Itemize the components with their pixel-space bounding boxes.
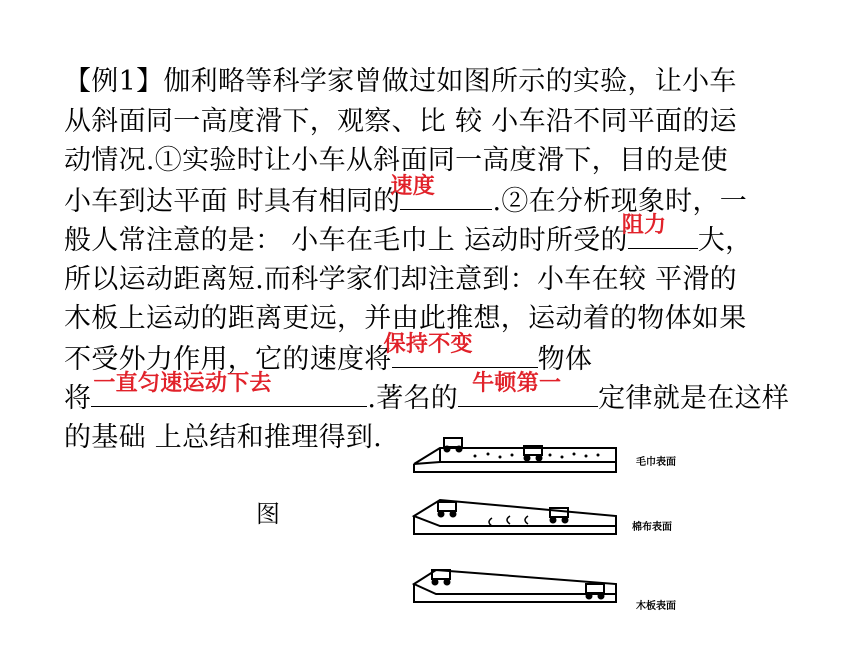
question-text: 大，	[697, 225, 753, 256]
answer-keep-constant: 保持不变	[383, 331, 473, 357]
cart-icon	[432, 570, 450, 585]
question-text: 不受外力作用，它的速度将	[64, 343, 392, 375]
answer-blank-uniform-motion	[91, 371, 367, 407]
answer-blank-newton	[458, 371, 598, 407]
question-text: 物体	[537, 343, 593, 375]
question-text: .著名的	[367, 383, 459, 414]
question-line-4	[64, 173, 844, 221]
question-line-7: 木板上运动的距离更远，并由此推想，运动着的物体如果	[64, 303, 747, 334]
cotton-ramp	[414, 500, 616, 534]
answer-blank-speed	[390, 173, 492, 210]
figure-caption: 图	[256, 500, 280, 528]
answer-uniform-motion: 一直匀速运动下去	[93, 371, 272, 396]
answer-speed: 速度	[390, 173, 436, 199]
cart-icon	[438, 502, 456, 517]
question-text: .②在分析现象时，一	[492, 185, 748, 217]
answer-newton-first: 牛顿第一	[472, 371, 562, 396]
answer-resistance: 阻力	[621, 213, 667, 238]
cart-icon	[586, 584, 604, 599]
question-line-5	[64, 213, 844, 260]
answer-blank-resistance	[621, 213, 698, 249]
answer-blank-keep-constant	[383, 331, 538, 368]
wood-surface-label: 木板表面	[636, 601, 676, 612]
question-line-2: 从斜面同一高度滑下，观察、比 较 小车沿不同平面的运	[64, 105, 737, 137]
cart-icon	[444, 438, 462, 452]
towel-ramp	[414, 438, 616, 472]
cotton-surface-label: 棉布表面	[632, 522, 672, 533]
wood-ramp	[414, 570, 616, 602]
question-line-1: 【例1】伽利略等科学家曾做过如图所示的实验，让小车	[64, 66, 737, 97]
question-line-6: 所以运动距离短.而科学家们却注意到：小车在较 平滑的	[64, 263, 737, 295]
towel-surface-label: 毛巾表面	[636, 457, 676, 468]
experiment-figure	[400, 436, 630, 616]
example-question	[64, 62, 844, 457]
question-text: 小车到达平面 时具有相同的	[64, 185, 401, 217]
question-line-10: 的基础 上总结和推理得到.	[64, 421, 383, 453]
question-line-3: 动情况.①实验时让小车从斜面同一高度滑下，目的是使	[64, 145, 729, 176]
question-text: 将	[64, 383, 92, 414]
question-text: 定律就是在这样	[598, 383, 790, 414]
question-text: 般人常注意的是： 小车在毛巾上 运动时所受的	[64, 225, 628, 256]
question-line-9	[64, 371, 844, 418]
